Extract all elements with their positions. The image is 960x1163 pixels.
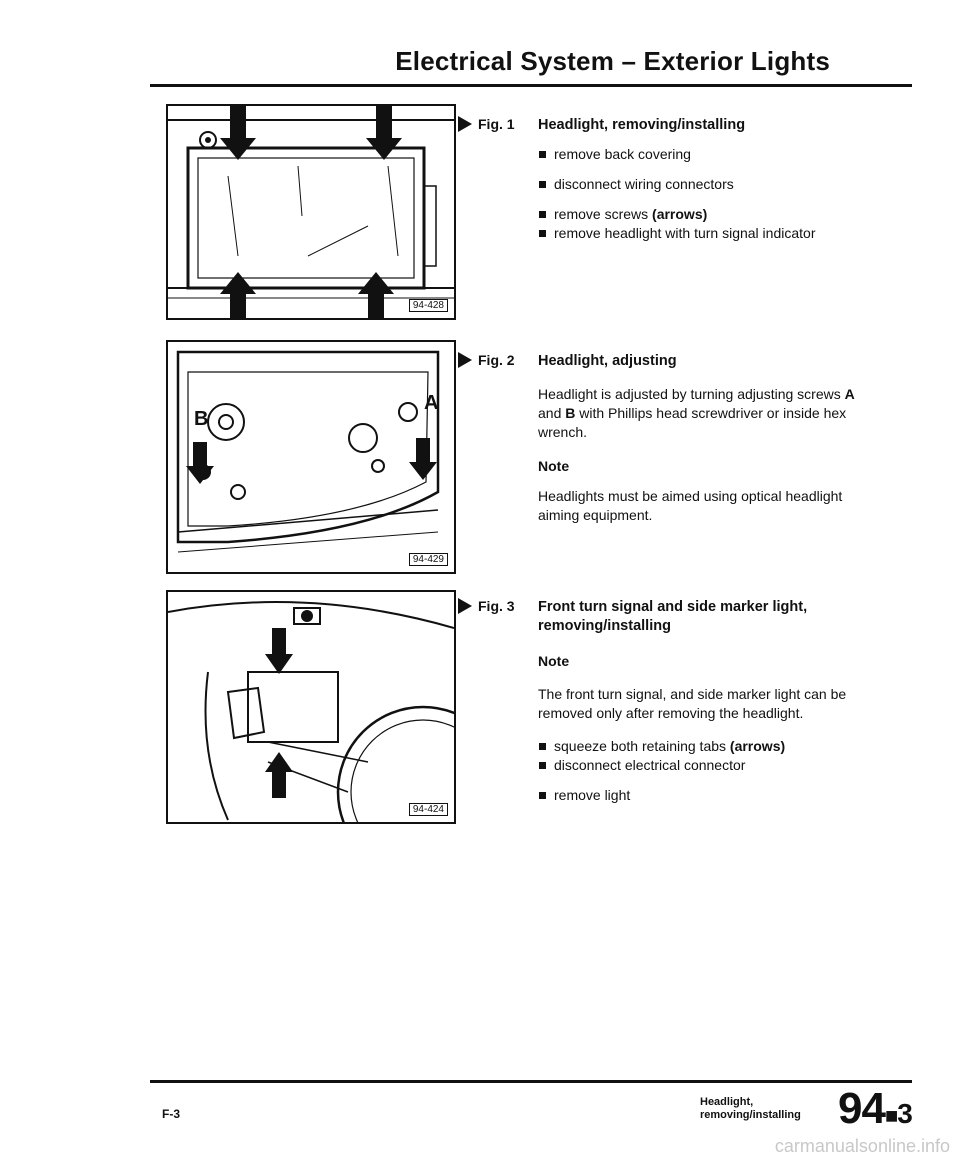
page-number: 94■3 xyxy=(838,1084,912,1133)
figure-tag: 94-429 xyxy=(409,553,448,566)
section-title: Headlight, removing/installing xyxy=(538,117,746,133)
list-item: disconnect wiring connectors xyxy=(538,175,868,194)
headlight-adjust-drawing xyxy=(168,342,454,572)
section-body xyxy=(538,652,868,805)
footer-divider xyxy=(150,1080,912,1083)
figure-tag: 94-428 xyxy=(409,299,448,312)
note-text: The front turn signal, and side marker light can be removed only after removing the headlight. xyxy=(538,686,847,721)
watermark: carmanualsonline.info xyxy=(774,1136,950,1156)
pointer-arrow-icon xyxy=(458,116,472,132)
list-item: remove back covering xyxy=(538,145,868,164)
note-text: Headlights must be aimed using optical headlight aiming equipment. xyxy=(538,488,843,523)
turn-signal-drawing xyxy=(168,592,454,822)
footer-caption: Headlight, removing/installing xyxy=(700,1096,801,1121)
figure-1-headlight-illustration xyxy=(166,104,456,320)
figure-3-turn-signal-illustration xyxy=(166,590,456,824)
list-item: disconnect electrical connector xyxy=(538,756,868,775)
screw-a-label: A xyxy=(424,392,439,414)
section-title: Front turn signal and side marker light, removing/installing xyxy=(538,599,808,634)
pointer-arrow-icon xyxy=(458,598,472,614)
page-title: Electrical System – Exterior Lights xyxy=(395,46,830,76)
list-item: remove light xyxy=(538,786,868,805)
note-heading: Note xyxy=(538,653,570,669)
headlight-drawing xyxy=(168,106,454,318)
fig-2-label: Fig. 2 xyxy=(458,352,515,368)
section-fig2 xyxy=(458,352,908,532)
section-title: Headlight, adjusting xyxy=(538,353,677,369)
paragraph: Headlight is adjusted by turning adjusting screws A and B with Phillips head screwdriver or inside hex wrench. xyxy=(538,386,855,440)
fig-3-label: Fig. 3 xyxy=(458,598,515,614)
list-item: squeeze both retaining tabs (arrows) xyxy=(538,737,868,756)
list-item: remove headlight with turn signal indicator xyxy=(538,224,868,243)
list-item: remove screws (arrows) xyxy=(538,205,868,224)
header-divider xyxy=(150,84,912,87)
screw-b-label: B xyxy=(194,408,209,430)
page-code: F-3 xyxy=(162,1107,180,1121)
section-fig1 xyxy=(458,116,908,246)
section-body xyxy=(538,145,868,243)
pointer-arrow-icon xyxy=(458,352,472,368)
note-heading: Note xyxy=(538,458,570,474)
figure-2-headlight-adjusting-illustration xyxy=(166,340,456,574)
section-body xyxy=(538,385,868,525)
section-fig3 xyxy=(458,598,908,828)
figure-tag: 94-424 xyxy=(409,803,448,816)
fig-1-label: Fig. 1 xyxy=(458,116,515,132)
